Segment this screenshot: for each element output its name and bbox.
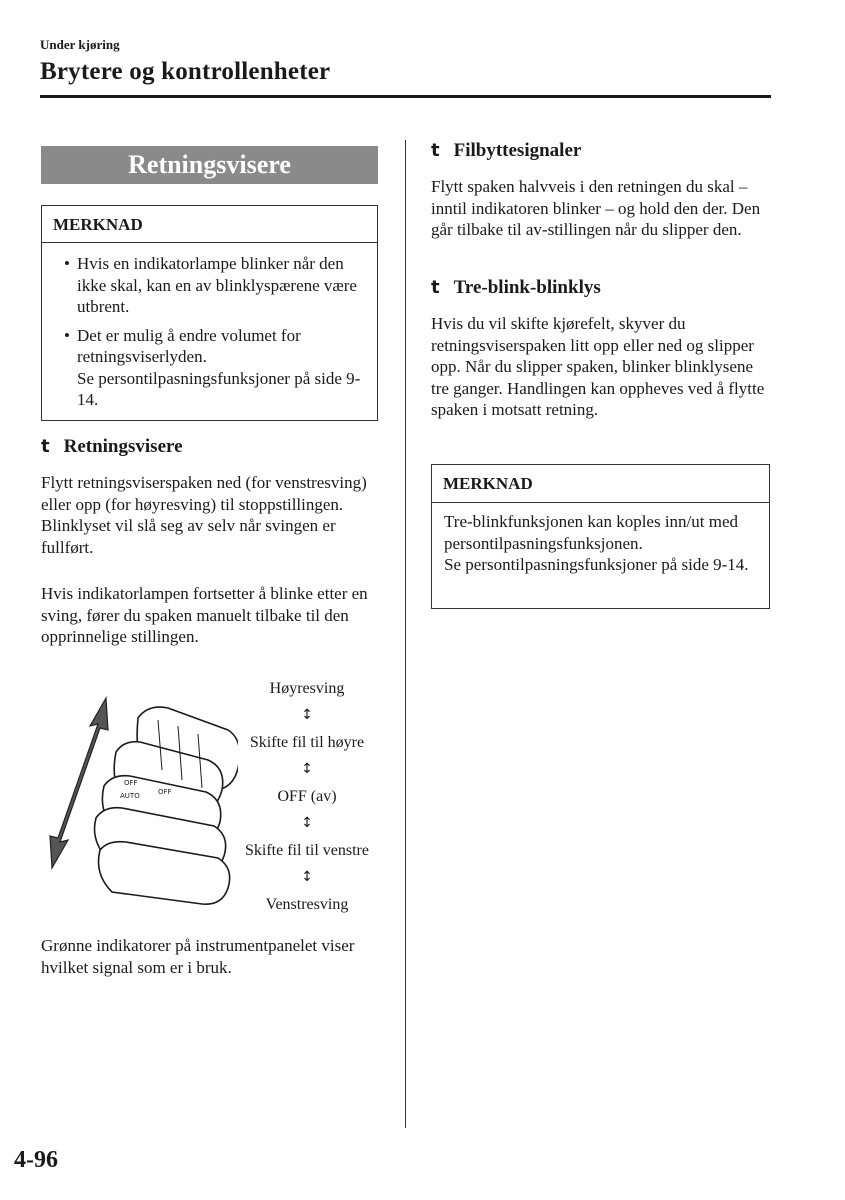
subheading-filbyttesignaler: [431, 140, 581, 162]
note-box-left: [41, 205, 378, 421]
note-body: [42, 243, 377, 411]
paragraph: Hvis du vil skifte kjørefelt, skyver du retningsviserspaken litt opp eller ned og slipper opp. Når du slipper spaken, blinker blinklysene tre ganger. Handlingen kan oppheves ved å flytte spaken i motsatt retning.: [431, 314, 765, 419]
subheading-text: Filbyttesignaler: [453, 140, 582, 161]
note-body: Tre-blinkfunksjonen kan koples inn/ut med persontilpasningsfunksjonen. Se persontilpasningsfunksjoner på side 9-14.: [444, 512, 749, 574]
subheading-marker: t: [431, 277, 440, 298]
section-banner: Retningsvisere: [41, 146, 378, 184]
turn-signal-diagram: [38, 690, 238, 920]
subheading-tre-blink: [431, 277, 601, 299]
subheading-marker: t: [41, 436, 50, 457]
diagram-label: Høyresving: [269, 680, 345, 697]
up-down-arrow-icon: ↕: [301, 815, 313, 831]
page-title: Brytere og kontrollenheter: [40, 58, 331, 85]
note-box-right: [431, 464, 770, 609]
lever-illustration: [38, 690, 238, 920]
note-bullet: • Det er mulig å endre volumet for retningsviserlyden. Se persontilpasningsfunksjoner på side 9-14.: [54, 325, 362, 411]
paragraph: Hvis indikatorlampen fortsetter å blinke etter en sving, fører du spaken manuelt tilbake til den opprinnelige stillingen.: [41, 584, 368, 646]
note-heading: MERKNAD: [42, 206, 377, 243]
diagram-label: OFF (av): [277, 788, 337, 805]
paragraph: Grønne indikatorer på instrumentpanelet viser hvilket signal som er i bruk.: [41, 936, 355, 977]
subheading-text: Retningsvisere: [63, 436, 183, 457]
up-down-arrow-icon: ↕: [301, 707, 313, 723]
diagram-label: Skifte fil til venstre: [245, 842, 369, 859]
note-bullet: • Hvis en indikatorlampe blinker når den ikke skal, kan en av blinklyspærene være utbrent.: [54, 253, 362, 318]
lever-mark: AUTO: [120, 792, 140, 800]
column-divider: [405, 140, 406, 1128]
up-down-arrow-icon: ↕: [301, 869, 313, 885]
paragraph: Flytt spaken halvveis i den retningen du skal – inntil indikatoren blinker – og hold den der. Den går tilbake til av-stillingen når du slipper den.: [431, 177, 761, 239]
lever-mark: OFF: [158, 788, 172, 796]
subheading-retningsvisere: [41, 436, 183, 458]
note-heading: MERKNAD: [432, 465, 769, 503]
diagram-label: Venstresving: [265, 896, 349, 913]
subheading-text: Tre-blink-blinklys: [453, 277, 601, 298]
lever-mark: OFF: [124, 779, 138, 787]
diagram-label: Skifte fil til høyre: [249, 734, 365, 751]
section-label: Under kjøring: [40, 37, 120, 52]
title-rule: [40, 95, 771, 98]
subheading-marker: t: [431, 140, 440, 161]
up-down-arrow-icon: ↕: [301, 761, 313, 777]
paragraph: Flytt retningsviserspaken ned (for venstresving) eller opp (for høyresving) til stoppstillingen. Blinklyset vil slå seg av selv når svingen er fullført.: [41, 473, 367, 557]
page-number: 4-96: [14, 1147, 58, 1173]
